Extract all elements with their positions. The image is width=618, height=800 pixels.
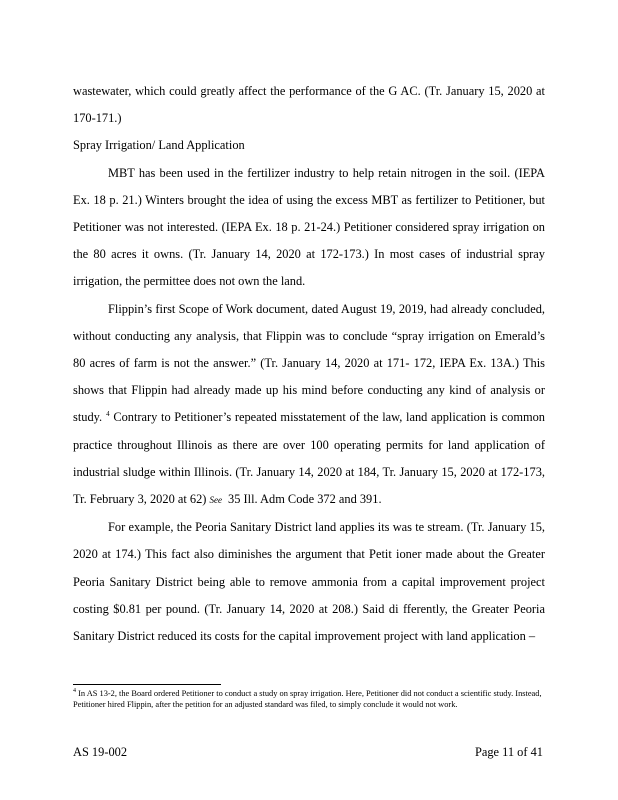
paragraph-flippin-main: Flippin’s first Scope of Work document, dated August 19, 2019, had already concluded, without conducting any analysis, that Flippin was to conclude “spray irrigation on Emerald’s 80 acres of farm is not the answer.” (Tr. January 14, 2020 at 171- 172, IEPA Ex. 13A.) This shows that Flippin had already made up his mind before conducting any kind of analysis or study.: [73, 301, 545, 425]
footer-case-number: AS 19-002: [73, 745, 128, 759]
footer-page-number: Page 11 of 41: [474, 745, 543, 759]
see-signal: See: [209, 495, 223, 506]
body-text: [73, 78, 545, 650]
footnote-number: 4: [73, 688, 76, 695]
section-heading: Spray Irrigation/ Land Application: [73, 138, 245, 153]
footnote-divider: [73, 684, 221, 685]
paragraph-peoria: For example, the Peoria Sanitary District land applies its was te stream. (Tr. January 15, 2020 at 174.) This fact also diminishes the argument that Petit ioner made about the Greater Peoria Sanitary District being able to remove ammonia from a capital improvement project costing $0.81 per pound. (Tr. January 14, 2020 at 208.) Said di fferently, the Greater Peoria Sanitary District reduced its costs for the capital improvement project with land application –: [73, 520, 545, 644]
paragraph-mbt: MBT has been used in the fertilizer industry to help retain nitrogen in the soil. (IEPA Ex. 18 p. 21.) Winters brought the idea of using the excess MBT as fertilizer to Petitioner, but Petitioner was not interested. (IEPA Ex. 18 p. 21-24.) Petitioner considered spray irrigation on the 80 acres it owns. (Tr. January 14, 2020 at 172-173.) In most cases of industrial spray irrigation, the permittee does not own the land.: [73, 165, 545, 289]
paragraph-continued: wastewater, which could greatly affect the performance of the G AC. (Tr. January 15, 2020 at 170-171.): [73, 84, 545, 126]
footnote-reference: 4: [106, 410, 110, 419]
paragraph-flippin: [73, 296, 545, 515]
paragraph-flippin-rest: Contrary to Petitioner’s repeated misstatement of the law, land application is common practice throughout Illinois as there are over 100 operating permits for land application of industrial sludge within Illinois. (Tr. January 14, 2020 at 184, Tr. January 15, 2020 at 172-173, Tr. February 3, 2020 at 62): [73, 410, 545, 507]
footnote: [73, 688, 545, 710]
footnote-text: In AS 13-2, the Board ordered Petitioner to conduct a study on spray irrigation. Here, Petitioner did not conduct a scientific study. Instead, Petitioner hired Flippin, after the petition for an adjusted standard was filed, to simply conclude it would not work.: [73, 689, 542, 709]
paragraph-flippin-end: 35 Ill. Adm Code 372 and 391.: [228, 492, 382, 507]
